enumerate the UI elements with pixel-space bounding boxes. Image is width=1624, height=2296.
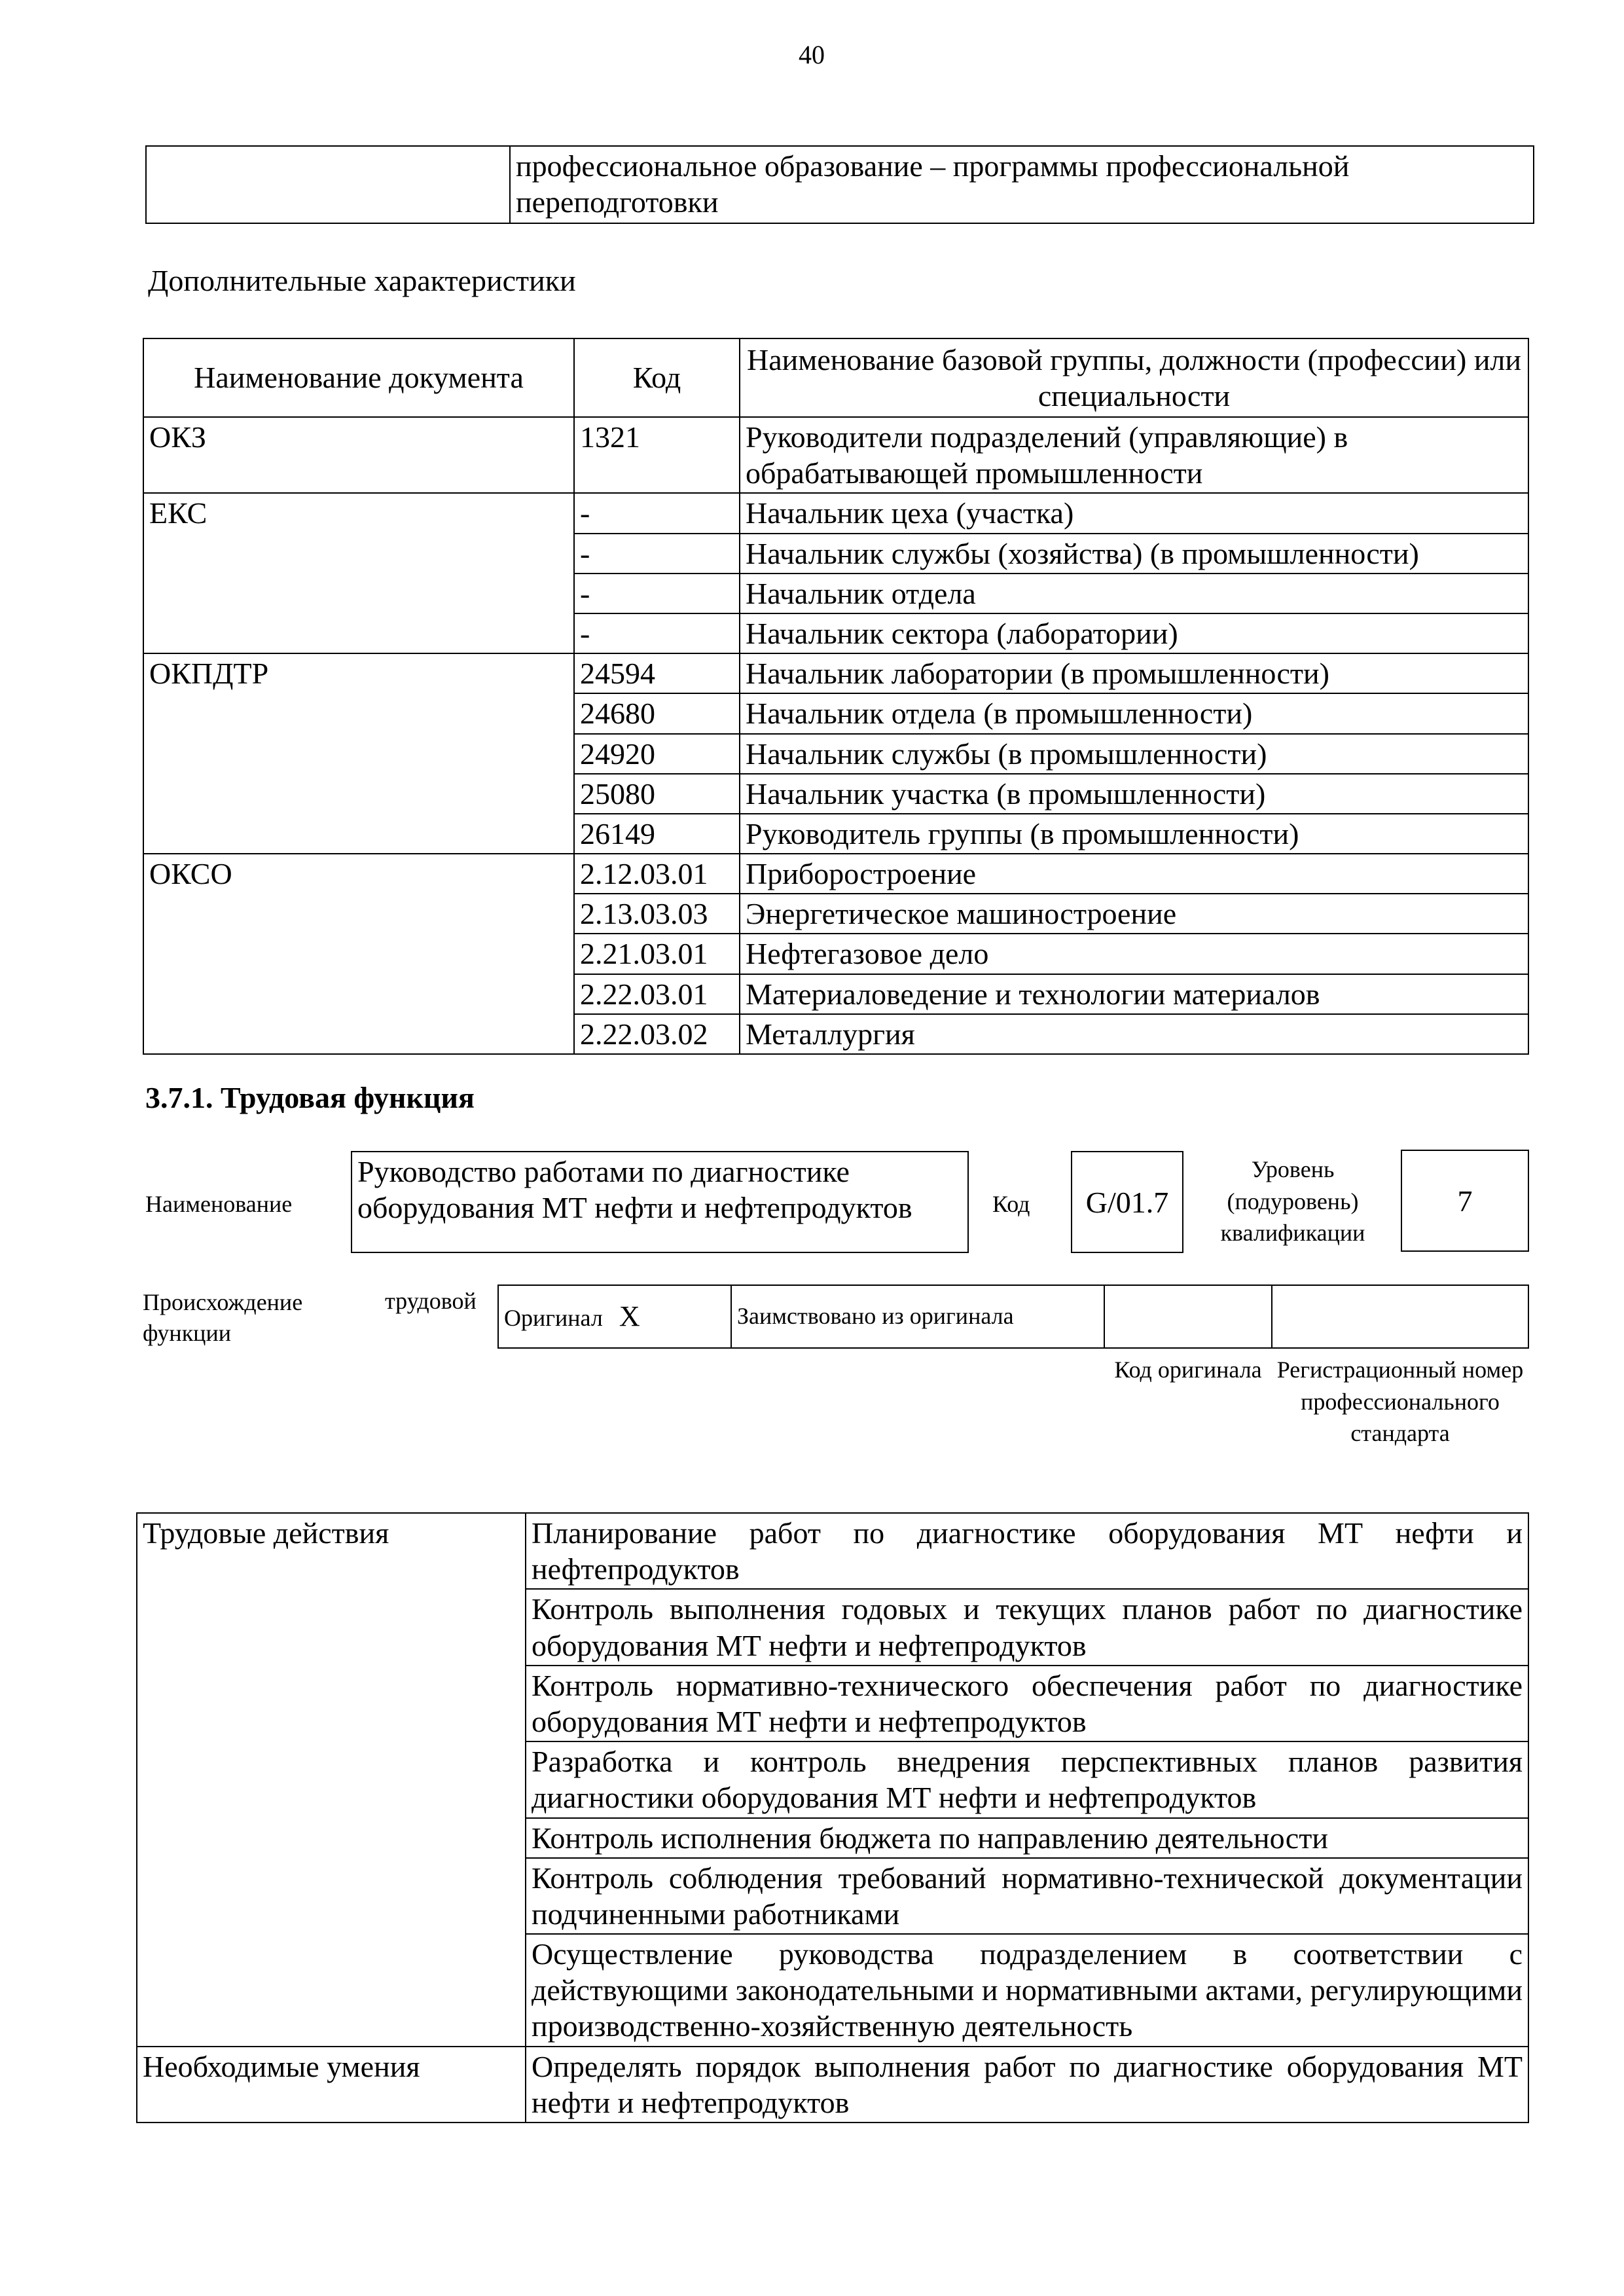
skill-item: Определять порядок выполнения работ по диагностике оборудования МТ нефти и нефтепродуктов <box>526 2047 1528 2123</box>
code-original-label: Код оригинала <box>1114 1357 1262 1383</box>
labor-actions-table <box>136 1512 1529 2123</box>
origin-table <box>497 1285 1529 1349</box>
labor-action-item: Разработка и контроль внедрения перспективных планов развития диагностики оборудования МТ нефти и нефтепродуктов <box>526 1741 1528 1817</box>
original-mark: X <box>619 1300 640 1332</box>
base-group-name-cell: Руководитель группы (в промышленности) <box>740 814 1528 854</box>
document-name-cell: ОКПДТР <box>143 653 574 854</box>
base-group-name-cell: Начальник отдела (в промышленности) <box>740 693 1528 733</box>
function-name-value: Руководство работами по диагностике оборудования МТ нефти и нефтепродуктов <box>357 1155 912 1225</box>
borrowed-label: Заимствовано из оригинала <box>737 1303 1014 1330</box>
labor-actions-label: Трудовые действия <box>137 1513 526 2047</box>
additional-row <box>143 417 1528 493</box>
labor-action-item: Планирование работ по диагностике оборудования МТ нефти и нефтепродуктов <box>526 1513 1528 1589</box>
top-text-cell: профессиональное образование – программы профессиональной переподготовки <box>510 146 1534 223</box>
code-cell: 2.12.03.01 <box>574 854 740 894</box>
code-cell: 2.22.03.02 <box>574 1014 740 1054</box>
base-group-name-cell: Начальник участка (в промышленности) <box>740 774 1528 814</box>
code-cell: - <box>574 493 740 533</box>
additional-row <box>143 854 1528 894</box>
base-group-name-cell: Приборостроение <box>740 854 1528 894</box>
additional-characteristics-table <box>143 338 1529 1055</box>
labor-action-item: Контроль исполнения бюджета по направлению деятельности <box>526 1818 1528 1858</box>
function-code-value: G/01.7 <box>1085 1185 1169 1219</box>
code-cell: 2.13.03.03 <box>574 894 740 934</box>
code-cell: 24920 <box>574 734 740 774</box>
code-cell: 25080 <box>574 774 740 814</box>
base-group-name-cell: Энергетическое машиностроение <box>740 894 1528 934</box>
base-group-name-cell: Материаловедение и технологии материалов <box>740 974 1528 1014</box>
code-cell: - <box>574 534 740 574</box>
code-cell: - <box>574 574 740 613</box>
labor-action-item: Контроль нормативно-технического обеспечения работ по диагностике оборудования МТ нефти и нефтепродуктов <box>526 1666 1528 1741</box>
code-cell: - <box>574 613 740 653</box>
reg-number-label: Регистрационный номер профессионального стандарта <box>1276 1357 1524 1447</box>
borrowed-cell <box>731 1285 1104 1348</box>
base-group-name-cell: Начальник лаборатории (в промышленности) <box>740 653 1528 693</box>
labor-function-heading: 3.7.1. Трудовая функция <box>145 1081 475 1114</box>
qualification-level-value: 7 <box>1457 1184 1473 1218</box>
labor-row <box>137 1513 1528 1589</box>
document-name-cell: ОКЗ <box>143 417 574 493</box>
function-name-box <box>351 1151 969 1253</box>
document-name-cell: ОКСО <box>143 854 574 1054</box>
header-document: Наименование документа <box>143 338 574 417</box>
base-group-name-cell: Руководители подразделений (управляющие) в обрабатывающей промышленности <box>740 417 1528 493</box>
top-continuation-table <box>145 145 1534 224</box>
base-group-name-cell: Начальник службы (в промышленности) <box>740 734 1528 774</box>
code-cell: 1321 <box>574 417 740 493</box>
labor-action-item: Контроль выполнения годовых и текущих планов работ по диагностике оборудования МТ нефти и нефтепродуктов <box>526 1589 1528 1665</box>
base-group-name-cell: Начальник службы (хозяйства) (в промышленности) <box>740 534 1528 574</box>
additional-row <box>143 653 1528 693</box>
code-cell: 24594 <box>574 653 740 693</box>
skills-label: Необходимые умения <box>137 2047 526 2123</box>
base-group-name-cell: Начальник отдела <box>740 574 1528 613</box>
page-number: 40 <box>799 40 825 69</box>
reg-number-cell <box>1272 1285 1528 1348</box>
code-cell: 2.22.03.01 <box>574 974 740 1014</box>
origin-label-word-2: трудовой <box>385 1288 477 1314</box>
labor-action-item: Контроль соблюдения требований нормативно-технической документации подчиненными работниками <box>526 1858 1528 1934</box>
additional-heading: Дополнительные характеристики <box>148 264 576 297</box>
header-code: Код <box>574 338 740 417</box>
name-label: Наименование <box>145 1191 293 1217</box>
function-code-box <box>1071 1151 1183 1253</box>
top-empty-cell <box>146 146 510 223</box>
code-label: Код <box>992 1191 1030 1217</box>
qualification-level-label: Уровень (подуровень) квалификации <box>1220 1156 1365 1247</box>
additional-row <box>143 493 1528 533</box>
code-original-cell <box>1104 1285 1272 1348</box>
base-group-name-cell: Начальник цеха (участка) <box>740 493 1528 533</box>
origin-label-word-1: Происхождение <box>143 1289 303 1315</box>
qualification-level-box <box>1401 1150 1529 1252</box>
header-base-group: Наименование базовой группы, должности (профессии) или специальности <box>740 338 1528 417</box>
base-group-name-cell: Металлургия <box>740 1014 1528 1054</box>
code-cell: 26149 <box>574 814 740 854</box>
labor-row <box>137 2047 1528 2123</box>
original-label: Оригинал <box>504 1304 603 1331</box>
base-group-name-cell: Начальник сектора (лаборатории) <box>740 613 1528 653</box>
code-cell: 24680 <box>574 693 740 733</box>
origin-label-word-3: функции <box>143 1319 231 1346</box>
base-group-name-cell: Нефтегазовое дело <box>740 934 1528 974</box>
origin-label <box>143 1287 302 1349</box>
document-name-cell: ЕКС <box>143 493 574 653</box>
labor-action-item: Осуществление руководства подразделением в соответствии с действующими законодательными и нормативными актами, регулирующими производственно-хозяйственную деятельность <box>526 1934 1528 2047</box>
code-cell: 2.21.03.01 <box>574 934 740 974</box>
original-cell <box>498 1285 731 1348</box>
